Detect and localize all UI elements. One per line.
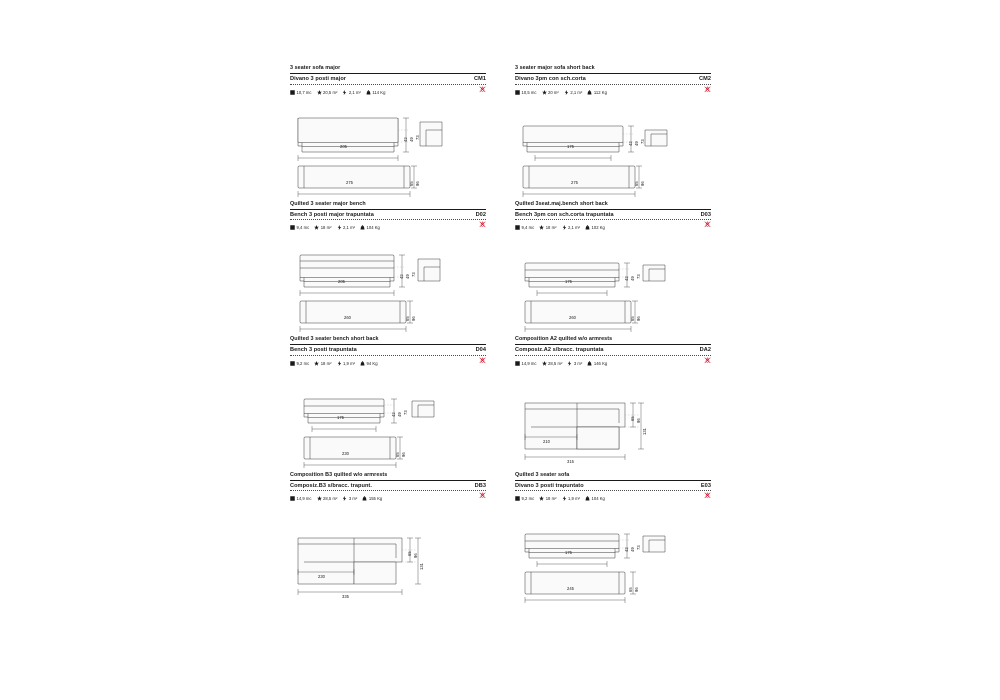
product-card-d04 [290,335,486,471]
dim-side-b: 49 [634,140,639,146]
spec-package [337,361,356,366]
dim-side-c: 131 [642,427,647,435]
dim-top-width: 210 [543,438,550,444]
product-code: CM2 [699,76,711,82]
spec-surface [317,90,338,95]
product-row [290,64,730,200]
dim-side-a: 42 [624,547,629,552]
volume-icon [314,225,319,230]
no-fire-icon [479,492,486,499]
dim-plan-a: 65 [630,316,635,321]
weight-icon [585,225,590,230]
product-name-line [515,345,711,356]
volume-icon [317,496,322,501]
spec-value: 2,1 m² [348,89,361,95]
dim-side-a: 42 [628,140,633,146]
spec-package [342,90,361,95]
no-fire-icon [704,492,711,499]
spec-volume-box [290,496,312,501]
package-icon [564,90,569,95]
dim-side-a: 65 [630,415,635,421]
product-name-line [290,345,486,356]
volume-icon [542,90,547,95]
spec-value: 114 Kg [372,89,386,95]
spec-volume-box [290,225,309,230]
dim-side-b: 49 [405,274,410,279]
drawing-svg [290,100,486,200]
box-icon [290,90,295,95]
spec-package [562,496,581,501]
box-icon [290,361,295,366]
product-name-it: Bench 3 posti trapuntata [290,347,357,353]
product-name-line [515,481,711,492]
product-row [290,471,730,607]
product-title-en: Quilted 3 seater bench short back [290,335,486,345]
dim-bottom-width: 315 [567,458,574,464]
spec-value: 9,4 mc [296,225,310,231]
product-name-line [515,210,711,221]
spec-value: 18 m² [545,225,557,231]
spec-value: 102 Kg [591,225,605,231]
spec-value: 155 Kg [368,496,383,502]
technical-drawing-e03 [515,506,711,606]
product-name-it: Bench 3 posti major trapuntata [290,211,374,218]
spec-value: 18 m² [320,225,332,231]
dim-plan-b: 96 [401,451,406,457]
product-card-db3 [290,471,486,607]
spec-value: 104 Kg [366,225,380,231]
spec-value: 14,9 mc [521,360,537,366]
spec-value: 1,9 m² [568,496,580,502]
spec-value: 1,9 m² [343,360,355,366]
spec-value: 18 m² [320,360,332,366]
dim-plan-a: 65 [405,316,410,321]
volume-icon [317,90,322,95]
spec-package [562,225,581,230]
dim-side-b: 49 [630,547,635,552]
product-card-cm1 [290,64,486,200]
product-title-en: Composition B3 quilted w/o armrests [290,471,486,481]
spec-value: 3 m² [348,496,358,502]
spec-value: 10,5 mc [521,89,537,95]
spec-weight [585,496,605,501]
product-grid [290,64,730,606]
box-icon [290,496,295,501]
product-card-cm2 [515,64,711,200]
product-code: E03 [700,482,711,489]
dim-plan-b: 96 [634,587,639,592]
spec-row [515,85,711,97]
spec-value: 9,4 mc [521,225,535,231]
dim-side-b: 96 [413,553,418,558]
drawing-svg [515,371,711,471]
spec-volume-box [515,225,534,230]
product-card-e03 [515,471,711,607]
dim-side-b: 49 [397,411,402,417]
product-name-it: Composiz.A2 s/bracc. trapuntata [515,347,604,353]
spec-weight [360,225,380,230]
dim-bottom-width: 260 [344,315,351,320]
volume-icon [539,496,544,501]
spec-package [564,90,583,95]
spec-package [337,225,356,230]
no-fire-icon [479,357,486,364]
dim-side-c: 73 [636,274,641,279]
spec-value: 2,1 m² [570,89,583,95]
dim-side-a: 42 [391,411,396,417]
product-card-d03 [515,200,711,336]
spec-value: 18 m² [545,496,557,502]
spec-row [515,491,711,503]
dim-side-a: 42 [403,136,408,142]
dim-side-a: 42 [399,274,404,279]
spec-weight [362,496,382,501]
spec-value: 28,5 m² [323,496,338,502]
drawing-svg [515,100,711,200]
spec-surface [539,496,556,501]
dim-side-b: 49 [409,136,414,142]
package-icon [337,361,342,366]
drawing-svg [290,506,486,606]
volume-icon [542,361,547,366]
weight-icon [366,90,371,95]
no-fire-icon [479,221,486,228]
spec-value: 20,5 m² [323,89,338,95]
spec-weight [366,90,386,95]
drawing-svg [515,235,711,335]
dim-side-c: 73 [640,138,645,144]
dim-bottom-width: 245 [567,586,574,591]
box-icon [515,90,520,95]
spec-row [290,85,486,97]
product-name-line [290,481,486,492]
box-icon [515,225,520,230]
technical-drawing-d04 [290,371,486,471]
spec-value: 94 Kg [366,360,378,366]
dim-plan-a: 65 [634,180,639,186]
volume-icon [539,225,544,230]
spec-volume-box [290,90,312,95]
spec-surface [317,496,338,501]
spec-value: 2,1 m² [343,225,355,231]
dim-bottom-width: 230 [342,450,349,456]
technical-drawing-da2 [515,371,711,471]
dim-plan-b: 96 [415,180,420,186]
product-name-it: Composiz.B3 s/bracc. trapunt. [290,482,372,489]
dim-bottom-width: 275 [346,179,353,185]
dim-side-c: 73 [636,545,641,550]
spec-value: 9,2 mc [296,360,310,366]
spec-row [515,220,711,232]
technical-drawing-db3 [290,506,486,606]
spec-value: 9,2 mc [521,496,535,502]
product-name-line [515,74,711,85]
dim-plan-b: 96 [411,316,416,321]
dim-top-width: 175 [565,550,572,555]
dim-top-width: 175 [565,279,572,284]
spec-weight [587,90,607,95]
spec-surface [542,90,559,95]
product-card-da2 [515,335,711,471]
dim-plan-b: 96 [640,180,645,186]
dim-top-width: 230 [318,574,325,579]
spec-row [290,491,486,503]
package-icon [562,225,567,230]
spec-package [342,496,357,501]
product-code: D02 [475,211,486,218]
dim-side-b: 96 [636,417,641,423]
dim-side-a: 42 [624,276,629,281]
drawing-svg [290,235,486,335]
dim-bottom-width: 275 [571,179,578,185]
no-fire-icon [704,86,711,93]
spec-value: 146 Kg [593,360,608,366]
package-icon [342,90,347,95]
weight-icon [587,361,592,366]
spec-surface [314,361,331,366]
dim-side-b: 49 [630,276,635,281]
no-fire-icon [704,221,711,228]
technical-drawing-d03 [515,235,711,335]
spec-package [567,361,582,366]
spec-volume-box [515,361,537,366]
spec-value: 2,1 m² [568,225,580,231]
dim-side-c: 73 [411,272,416,277]
spec-value: 3 m² [573,360,583,366]
spec-value: 10,7 mc [296,89,312,95]
technical-drawing-cm1 [290,100,486,200]
product-name-it: Divano 3 posti major [290,76,347,82]
package-icon [562,496,567,501]
dim-bottom-width: 260 [569,315,576,320]
dim-side-c: 73 [403,409,408,415]
product-title-en: 3 seater major sofa short back [515,64,711,74]
technical-drawing-d02 [290,235,486,335]
spec-value: 112 Kg [593,89,607,95]
product-row [290,335,730,471]
product-code: DB3 [474,482,486,489]
package-icon [567,361,572,366]
no-fire-icon [479,86,486,93]
dim-plan-a: 65 [628,587,633,592]
spec-surface [539,225,556,230]
product-card-d02 [290,200,486,336]
dim-bottom-width: 335 [342,594,349,599]
drawing-svg [515,506,711,606]
product-name-line [290,74,486,85]
drawing-svg [290,371,486,471]
spec-value: 28,5 m² [548,360,563,366]
volume-icon [314,361,319,366]
weight-icon [362,496,367,501]
dim-top-width: 175 [567,143,574,149]
box-icon [290,225,295,230]
product-title-en: Quilted 3 seater sofa [515,471,711,481]
weight-icon [587,90,592,95]
spec-weight [585,225,605,230]
dim-side-c: 131 [419,563,424,570]
spec-row [290,356,486,368]
product-code: D03 [700,211,711,218]
product-row [290,200,730,336]
box-icon [515,361,520,366]
product-name-it: Divano 3 posti trapuntato [515,482,584,489]
dim-plan-a: 65 [409,180,414,186]
product-name-it: Bench 3pm con sch.corta trapuntata [515,211,614,218]
dim-side-c: 73 [415,134,420,140]
spec-volume-box [515,496,534,501]
spec-row [290,220,486,232]
spec-value: 20 m² [548,89,559,95]
box-icon [515,496,520,501]
product-name-line [290,210,486,221]
dim-side-a: 65 [407,551,412,556]
dim-top-width: 205 [338,279,345,284]
weight-icon [585,496,590,501]
weight-icon [360,361,365,366]
no-fire-icon [704,357,711,364]
spec-weight [360,361,378,366]
spec-surface [542,361,563,366]
product-title-en: Quilted 3seat.maj.bench short back [515,200,711,210]
spec-value: 14,9 mc [296,496,312,502]
spec-value: 104 Kg [591,496,605,502]
dim-top-width: 175 [337,414,344,420]
product-code: D04 [475,347,486,353]
spec-row [515,356,711,368]
product-code: CM1 [474,76,486,82]
package-icon [337,225,342,230]
weight-icon [360,225,365,230]
dim-plan-b: 96 [636,316,641,321]
spec-surface [314,225,331,230]
product-title-en: Quilted 3 seater major bench [290,200,486,210]
spec-volume-box [515,90,537,95]
product-code: DA2 [699,347,711,353]
product-name-it: Divano 3pm con sch.corta [515,76,586,82]
spec-volume-box [290,361,309,366]
product-title-en: Composition A2 quilted w/o armrests [515,335,711,345]
dim-top-width: 205 [340,143,347,149]
dim-plan-a: 65 [395,451,400,457]
product-title-en: 3 seater sofa major [290,64,486,74]
package-icon [342,496,347,501]
technical-drawing-cm2 [515,100,711,200]
spec-weight [587,361,607,366]
